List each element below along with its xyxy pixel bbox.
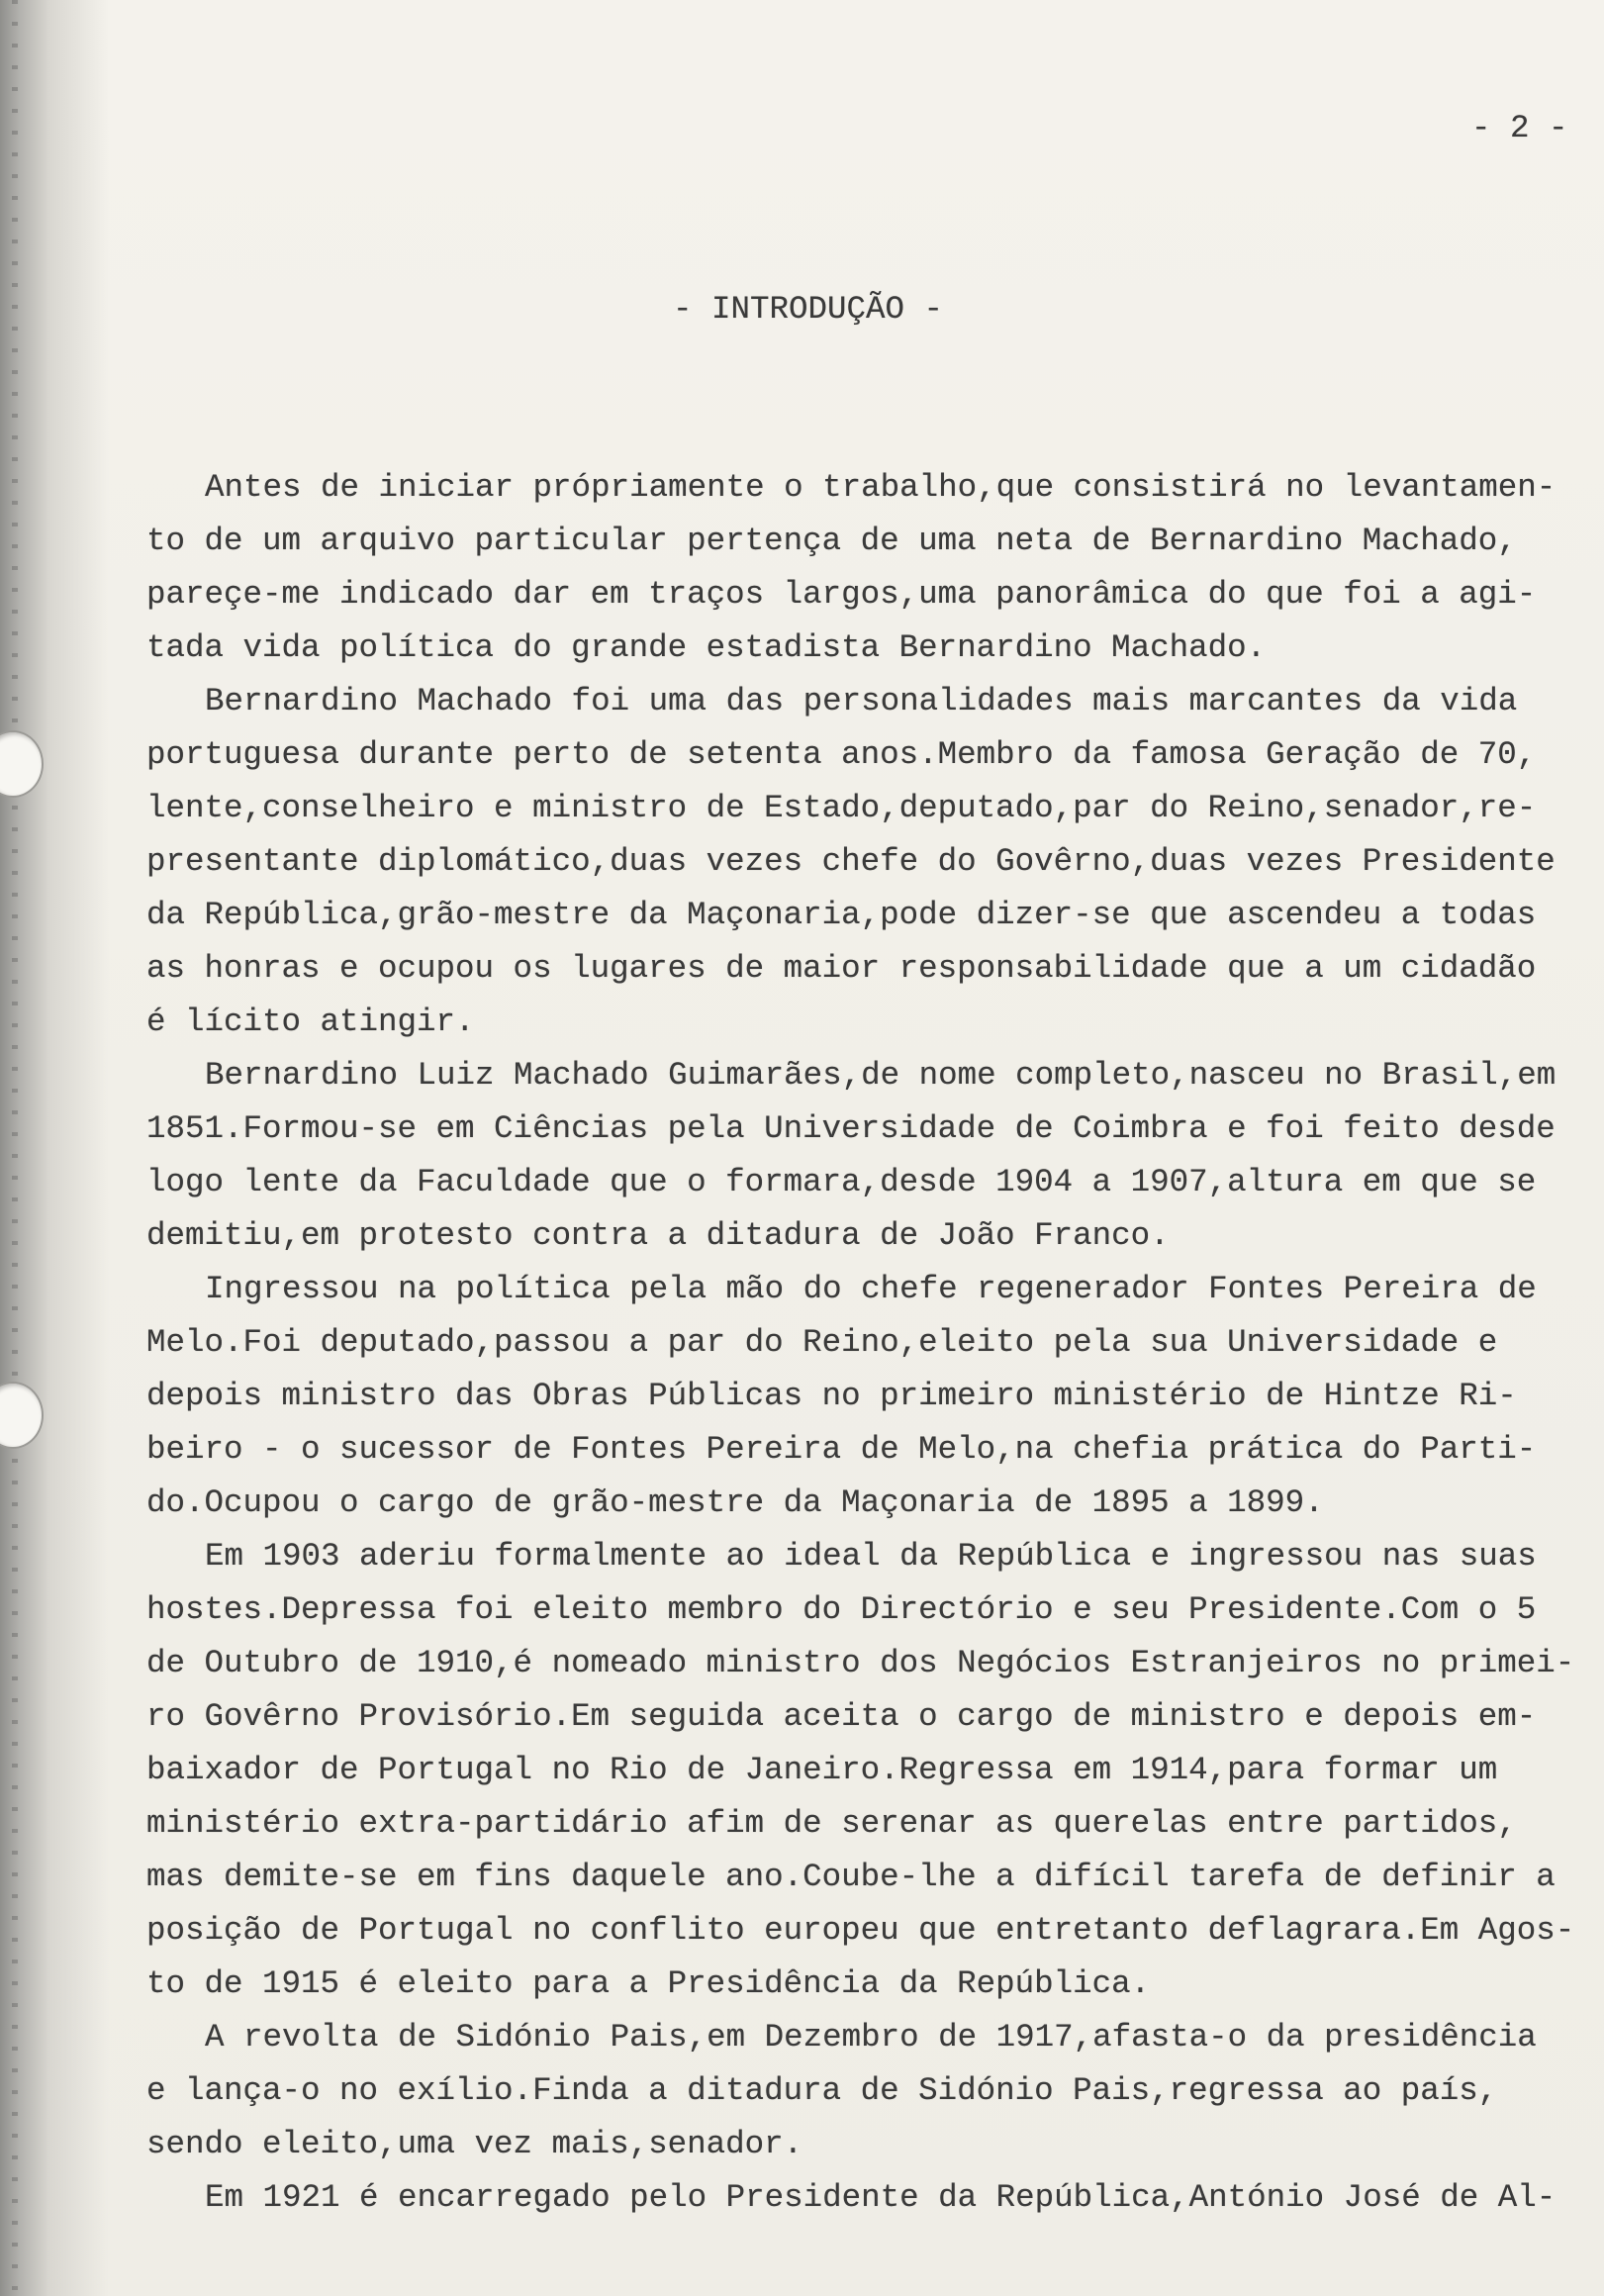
text-line: beiro - o sucessor de Fontes Pereira de Melo,na chefia prática do Parti- <box>146 1431 1537 1468</box>
text-line: to de 1915 é eleito para a Presidência da República. <box>146 1965 1151 2002</box>
text-line: A revolta de Sidónio Pais,em Dezembro de 1917,afasta-o da presidência <box>205 2019 1537 2056</box>
text-line: ministério extra-partidário afim de serenar as querelas entre partidos, <box>146 1805 1517 1842</box>
text-line: Em 1903 aderiu formalmente ao ideal da República e ingressou nas suas <box>205 1538 1537 1575</box>
text-line: do.Ocupou o cargo de grão-mestre da Maçonaria de 1895 a 1899. <box>146 1484 1324 1521</box>
text-line: e lança-o no exílio.Finda a ditadura de Sidónio Pais,regressa ao país, <box>146 2072 1498 2109</box>
text-line: posição de Portugal no conflito europeu que entretanto deflagrara.Em Agos- <box>146 1912 1575 1949</box>
text-line: Em 1921 é encarregado pelo Presidente da República,António José de Al- <box>205 2179 1557 2216</box>
body-text <box>146 461 1591 2225</box>
text-line: da República,grão-mestre da Maçonaria,pode dizer-se que ascendeu a todas <box>146 897 1537 933</box>
text-line: presentante diplomático,duas vezes chefe do Govêrno,duas vezes Presidente <box>146 843 1556 880</box>
text-line: lente,conselheiro e ministro de Estado,deputado,par do Reino,senador,re- <box>146 790 1537 826</box>
text-line: sendo eleito,uma vez mais,senador. <box>146 2126 803 2162</box>
text-line: depois ministro das Obras Públicas no primeiro ministério de Hintze Ri- <box>146 1378 1517 1414</box>
scan-edge-specks <box>12 0 18 2296</box>
text-line: hostes.Depressa foi eleito membro do Directório e seu Presidente.Com o 5 <box>146 1591 1537 1628</box>
section-title: - INTRODUÇÃO - <box>673 291 944 328</box>
text-line: Bernardino Luiz Machado Guimarães,de nome completo,nasceu no Brasil,em <box>205 1057 1557 1094</box>
text-line: ro Govêrno Provisório.Em seguida aceita o cargo de ministro e depois em- <box>146 1698 1537 1735</box>
text-line: tada vida política do grande estadista Bernardino Machado. <box>146 629 1267 666</box>
text-line: portuguesa durante perto de setenta anos.Membro da famosa Geração de 70, <box>146 736 1537 773</box>
text-line: é lícito atingir. <box>146 1004 475 1040</box>
text-line: pareçe-me indicado dar em traços largos,uma panorâmica do que foi a agi- <box>146 576 1537 613</box>
text-line: logo lente da Faculdade que o formara,desde 1904 a 1907,altura em que se <box>146 1164 1537 1200</box>
text-line: 1851.Formou-se em Ciências pela Universidade de Coimbra e foi feito desde <box>146 1110 1556 1147</box>
text-line: baixador de Portugal no Rio de Janeiro.Regressa em 1914,para formar um <box>146 1752 1498 1788</box>
text-line: Ingressou na política pela mão do chefe regenerador Fontes Pereira de <box>205 1271 1537 1307</box>
text-line: Melo.Foi deputado,passou a par do Reino,eleito pela sua Universidade e <box>146 1324 1498 1361</box>
text-line: Bernardino Machado foi uma das personalidades mais marcantes da vida <box>205 683 1518 719</box>
text-line: to de um arquivo particular pertença de uma neta de Bernardino Machado, <box>146 523 1517 559</box>
text-line: mas demite-se em fins daquele ano.Coube-lhe a difícil tarefa de definir a <box>146 1859 1556 1895</box>
text-line: de Outubro de 1910,é nomeado ministro dos Negócios Estranjeiros no primei- <box>146 1645 1575 1681</box>
text-line: as honras e ocupou os lugares de maior responsabilidade que a um cidadão <box>146 950 1537 987</box>
page-number: - 2 - <box>1471 110 1568 146</box>
text-line: demitiu,em protesto contra a ditadura de João Franco. <box>146 1217 1170 1254</box>
text-line: Antes de iniciar própriamente o trabalho,que consistirá no levantamen- <box>205 469 1557 506</box>
